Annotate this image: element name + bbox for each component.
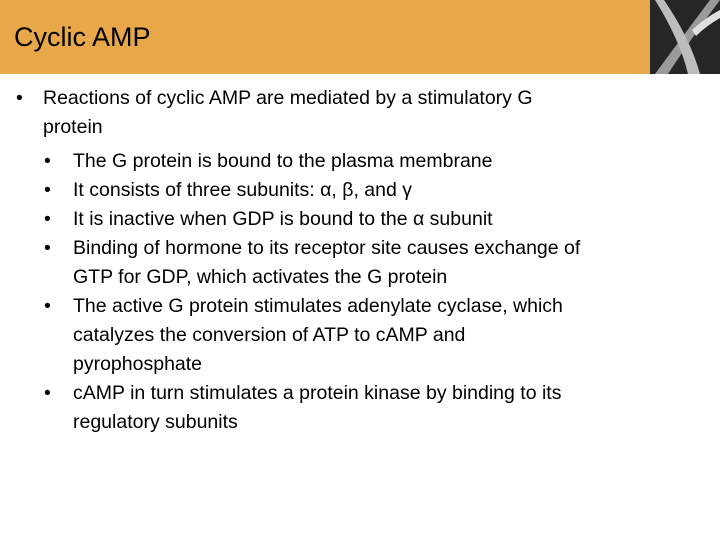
title-divider	[0, 74, 720, 76]
sub-bullet-1-line-1: The G protein is bound to the plasma membrane	[73, 150, 493, 172]
sub-bullet-3-line-1: It is inactive when GDP is bound to the α subunit	[73, 208, 493, 230]
slide-title: Cyclic AMP	[14, 22, 151, 52]
bullet-marker: •	[44, 237, 51, 259]
bullet-marker: •	[44, 150, 51, 172]
bullet-marker: •	[44, 208, 51, 230]
crossed-sticks-image-icon	[650, 0, 720, 74]
main-bullet-line-2: protein	[43, 116, 103, 138]
sub-bullet-5-line-2: catalyzes the conversion of ATP to cAMP and	[73, 324, 466, 346]
sub-bullet-6-line-2: regulatory subunits	[73, 411, 238, 433]
sub-bullet-4-line-1: Binding of hormone to its receptor site causes exchange of	[73, 237, 581, 259]
sub-bullet-2-line-1: It consists of three subunits: α, β, and γ	[73, 179, 412, 201]
bullet-marker: •	[44, 179, 51, 201]
bullet-marker: •	[44, 295, 51, 317]
bullet-marker: •	[44, 382, 51, 404]
main-bullet	[16, 84, 696, 142]
sub-bullet-4-line-2: GTP for GDP, which activates the G protein	[73, 266, 448, 288]
sub-bullet-6-line-1: cAMP in turn stimulates a protein kinase by binding to its	[73, 382, 562, 404]
sub-bullet-5-line-3: pyrophosphate	[73, 353, 203, 375]
sub-bullet-5-line-1: The active G protein stimulates adenylate cyclase, which	[73, 295, 563, 317]
bullet-marker: •	[16, 87, 23, 109]
main-bullet-line-1: Reactions of cyclic AMP are mediated by a stimulatory G	[43, 87, 533, 109]
title-bar	[0, 0, 720, 74]
